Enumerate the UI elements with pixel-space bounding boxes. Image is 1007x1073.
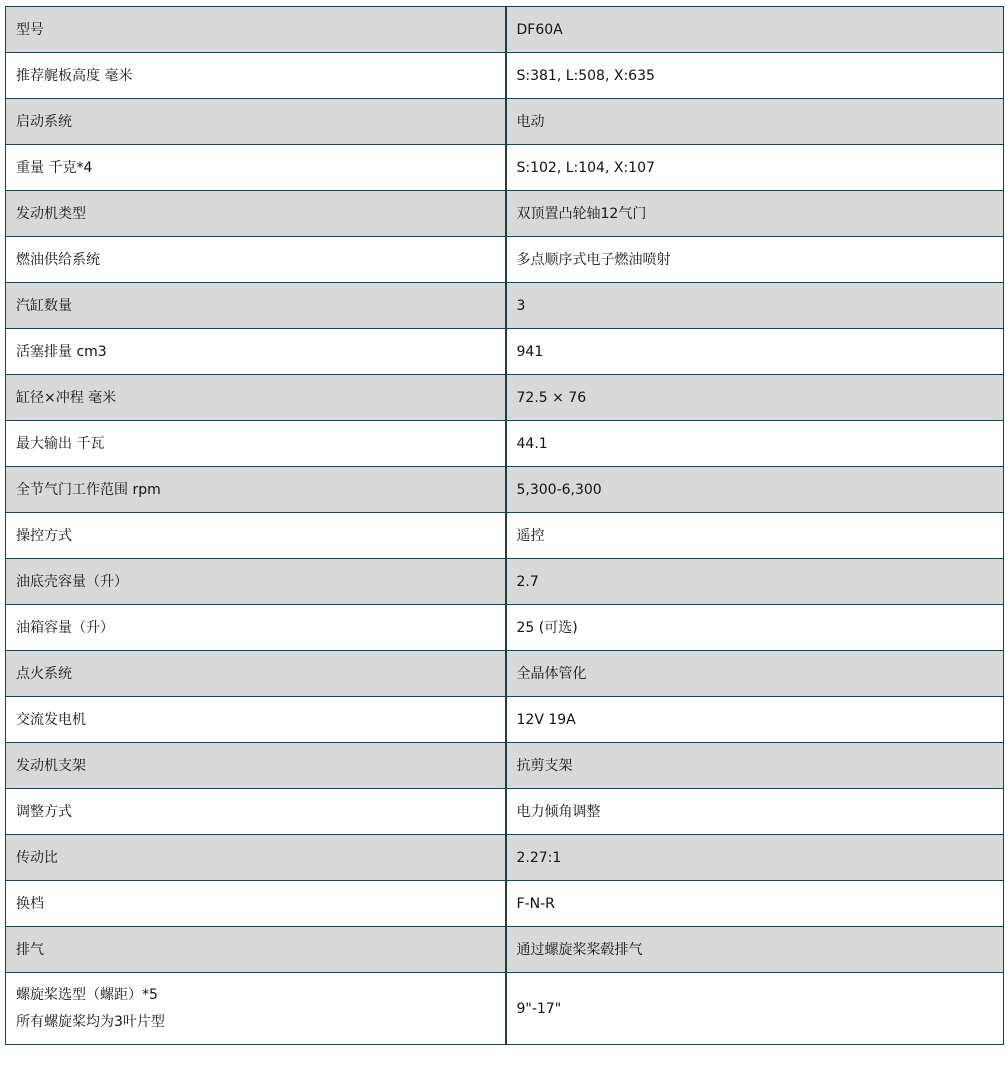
spec-row-gear-shift — [6, 881, 1004, 927]
spec-row-cylinders — [6, 283, 1004, 329]
spec-label: 发动机类型 — [6, 191, 506, 237]
spec-label: 活塞排量 cm3 — [6, 329, 506, 375]
spec-value: 941 — [506, 329, 1004, 375]
spec-row-starting-system — [6, 99, 1004, 145]
spec-label: 汽缸数量 — [6, 283, 506, 329]
spec-value: 通过螺旋桨桨毂排气 — [506, 927, 1004, 973]
spec-value: 12V 19A — [506, 697, 1004, 743]
spec-value: 多点顺序式电子燃油喷射 — [506, 237, 1004, 283]
spec-row-steering — [6, 513, 1004, 559]
spec-row-model — [6, 7, 1004, 53]
spec-value: 3 — [506, 283, 1004, 329]
spec-label: 型号 — [6, 7, 506, 53]
spec-label: 油箱容量（升） — [6, 605, 506, 651]
spec-value: 电动 — [506, 99, 1004, 145]
spec-label: 燃油供给系统 — [6, 237, 506, 283]
spec-label: 最大输出 千瓦 — [6, 421, 506, 467]
spec-row-engine-type — [6, 191, 1004, 237]
spec-row-trim-method — [6, 789, 1004, 835]
spec-row-oil-pan-capacity — [6, 559, 1004, 605]
spec-value: S:102, L:104, X:107 — [506, 145, 1004, 191]
spec-label: 传动比 — [6, 835, 506, 881]
spec-value: S:381, L:508, X:635 — [506, 53, 1004, 99]
spec-row-weight — [6, 145, 1004, 191]
spec-value: 全晶体管化 — [506, 651, 1004, 697]
spec-row-fuel-delivery — [6, 237, 1004, 283]
spec-row-displacement — [6, 329, 1004, 375]
spec-label: 螺旋桨选型（螺距）*5 — [16, 987, 158, 1003]
spec-value: 遥控 — [506, 513, 1004, 559]
spec-row-fuel-tank-capacity — [6, 605, 1004, 651]
spec-value: F-N-R — [506, 881, 1004, 927]
spec-value: 9"-17" — [506, 973, 1004, 1045]
spec-label: 油底壳容量（升） — [6, 559, 506, 605]
spec-value: 5,300-6,300 — [506, 467, 1004, 513]
spec-value: 72.5 × 76 — [506, 375, 1004, 421]
spec-label: 换档 — [6, 881, 506, 927]
spec-label: 发动机支架 — [6, 743, 506, 789]
spec-row-ignition-system — [6, 651, 1004, 697]
spec-label-cell — [6, 973, 506, 1045]
spec-value: DF60A — [506, 7, 1004, 53]
spec-label-note: 所有螺旋桨均为3叶片型 — [16, 1014, 165, 1030]
spec-row-bore-stroke — [6, 375, 1004, 421]
spec-row-exhaust — [6, 927, 1004, 973]
spec-label: 启动系统 — [6, 99, 506, 145]
spec-value: 电力倾角调整 — [506, 789, 1004, 835]
spec-label: 排气 — [6, 927, 506, 973]
spec-row-engine-mount — [6, 743, 1004, 789]
spec-value: 25 (可选) — [506, 605, 1004, 651]
spec-row-gear-ratio — [6, 835, 1004, 881]
spec-row-max-output — [6, 421, 1004, 467]
spec-row-transom-height — [6, 53, 1004, 99]
spec-label: 操控方式 — [6, 513, 506, 559]
spec-label: 重量 千克*4 — [6, 145, 506, 191]
spec-label: 缸径×冲程 毫米 — [6, 375, 506, 421]
spec-label: 推荐艉板高度 毫米 — [6, 53, 506, 99]
spec-value: 双顶置凸轮轴12气门 — [506, 191, 1004, 237]
spec-row-full-throttle-range — [6, 467, 1004, 513]
spec-value: 2.7 — [506, 559, 1004, 605]
spec-label: 点火系统 — [6, 651, 506, 697]
spec-row-propeller — [6, 973, 1004, 1045]
spec-row-alternator — [6, 697, 1004, 743]
spec-value: 44.1 — [506, 421, 1004, 467]
spec-label: 交流发电机 — [6, 697, 506, 743]
spec-table — [5, 6, 1004, 1045]
spec-label: 调整方式 — [6, 789, 506, 835]
spec-value: 抗剪支架 — [506, 743, 1004, 789]
spec-value: 2.27:1 — [506, 835, 1004, 881]
spec-label: 全节气门工作范围 rpm — [6, 467, 506, 513]
